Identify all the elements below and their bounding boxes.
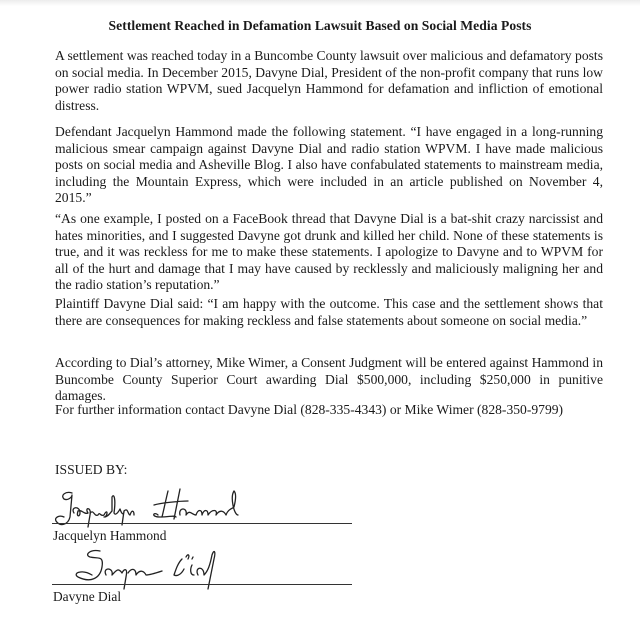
signature-jacquelyn-hammond	[50, 487, 260, 531]
paragraph-settlement-summary: A settlement was reached today in a Buncombe County lawsuit over malicious and defamatory posts on social media. In December 2015, Davyne Dial, President of the non-profit company that runs low power radio station WPVM, sued Jacquelyn Hammond for defamation and infliction of emotional distress.	[55, 48, 603, 113]
signature-line-hammond	[52, 523, 352, 524]
paragraph-plaintiff-quote: Plaintiff Davyne Dial said: “I am happy with the outcome. This case and the settlement shows that there are consequences for making reckless and false statements about someone on social media.”	[55, 296, 603, 328]
signatory-name-dial: Davyne Dial	[53, 589, 122, 604]
paragraph-consent-judgment: According to Dial’s attorney, Mike Wimer, a Consent Judgment will be entered against Hammond in Buncombe County Superior Court awarding Dial $500,000, including $250,000 in punitive damages.	[55, 355, 603, 403]
issued-by-label: ISSUED BY:	[55, 462, 128, 477]
paragraph-apology: “As one example, I posted on a FaceBook thread that Davyne Dial is a bat-shit crazy narcissist and hates minorities, and I suggested Davyne got drunk and killed her child. None of these statements is true, and it was reckless for me to make these statements. I apologize to Davyne and to WPVM for all of the hurt and damage that I may have caused by recklessly and maliciously maligning her and the radio station’s reputation.”	[55, 211, 603, 292]
page-top-edge	[0, 0, 640, 6]
paragraph-defendant-statement: Defendant Jacquelyn Hammond made the following statement. “I have engaged in a long-running malicious smear campaign against Davyne Dial and radio station WPVM. I have made malicious posts on social media and Asheville Blog. I also have confabulated statements to mainstream media, including the Mountain Express, which were included in an article published on November 4, 2015.”	[55, 124, 603, 205]
signature-davyne-dial	[70, 545, 240, 595]
document-title: Settlement Reached in Defamation Lawsuit Based on Social Media Posts	[108, 18, 532, 33]
paragraph-contact-info: For further information contact Davyne Dial (828-335-4343) or Mike Wimer (828-350-9799)	[55, 402, 564, 417]
signature-line-dial	[52, 584, 352, 585]
signatory-name-hammond: Jacquelyn Hammond	[53, 528, 167, 543]
